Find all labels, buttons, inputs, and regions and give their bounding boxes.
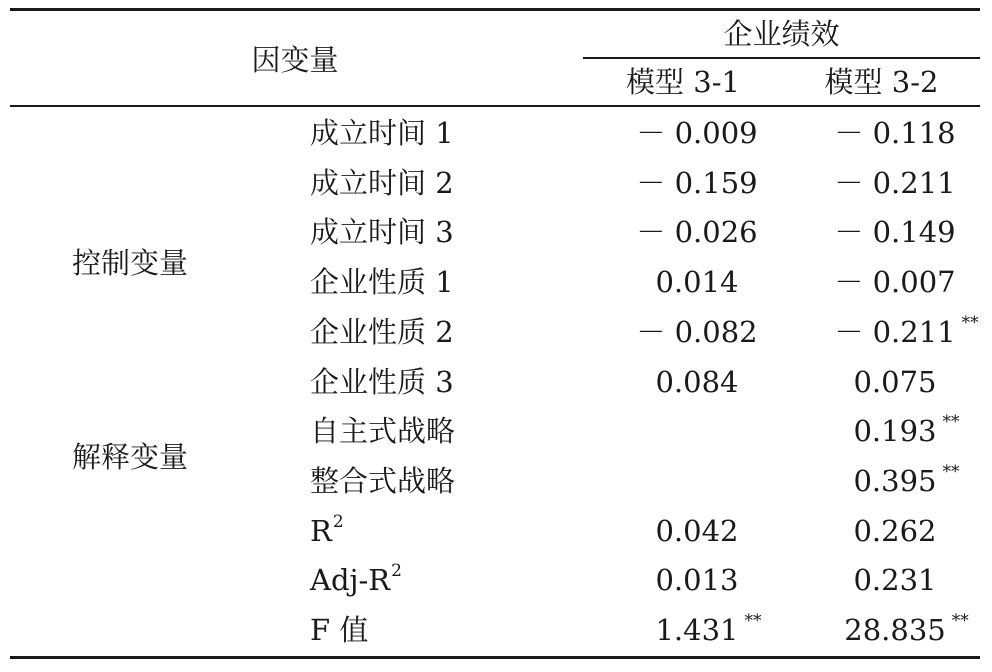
row-label: R — [310, 513, 332, 548]
model-1-value: 0.013 — [655, 563, 739, 598]
row-label: 企业性质 3 — [310, 364, 454, 399]
dependent-variable-header: 因变量 — [251, 43, 339, 77]
row-label-superscript: 2 — [332, 511, 344, 532]
model-2-value: － 0.211 — [834, 314, 956, 349]
model-1-value: － 0.159 — [636, 165, 758, 200]
row-label: 成立时间 1 — [310, 116, 454, 150]
model-2-value: － 0.211 — [834, 165, 956, 200]
model-2-value: － 0.149 — [834, 215, 956, 250]
model-1-value: 1.431 — [655, 613, 739, 647]
model-header-2: 模型 3-2 — [824, 65, 939, 99]
header-bottom-rule — [10, 105, 980, 107]
model-2-value: 0.193 — [853, 414, 937, 449]
model-1-value: － 0.026 — [636, 215, 758, 250]
significance-marker: ** — [951, 611, 969, 631]
group-header-rule — [583, 57, 980, 59]
model-header-1: 模型 3-1 — [626, 65, 740, 99]
row-label-superscript: 2 — [391, 561, 402, 582]
model-2-value: 0.231 — [853, 563, 937, 598]
model-1-value: 0.042 — [655, 513, 739, 548]
model-2-value: 0.262 — [853, 513, 937, 548]
group-label-control: 控制变量 — [71, 246, 188, 280]
model-2-value: － 0.118 — [834, 116, 956, 150]
model-1-value: 0.084 — [655, 364, 739, 399]
row-label: 成立时间 2 — [310, 165, 454, 200]
row-label: 整合式战略 — [310, 463, 456, 498]
significance-marker: ** — [961, 312, 979, 333]
model-2-value: 0.075 — [853, 364, 937, 399]
top-rule — [10, 8, 980, 11]
row-label: Adj-R — [310, 563, 391, 598]
group-label-explanatory: 解释变量 — [71, 440, 188, 474]
row-label: 自主式战略 — [310, 414, 456, 449]
bottom-rule — [10, 656, 980, 659]
model-2-value: 28.835 — [844, 613, 946, 647]
significance-marker: ** — [744, 611, 762, 631]
significance-marker: ** — [942, 461, 960, 482]
significance-marker: ** — [942, 412, 960, 433]
model-2-value: － 0.007 — [834, 265, 956, 300]
model-2-value: 0.395 — [853, 463, 937, 498]
model-1-value: － 0.082 — [636, 314, 758, 349]
row-label: 成立时间 3 — [310, 215, 454, 250]
row-label: 企业性质 2 — [310, 314, 454, 349]
row-label: 企业性质 1 — [310, 265, 454, 300]
model-1-value: 0.014 — [655, 265, 739, 300]
model-1-value: － 0.009 — [636, 116, 758, 150]
row-label: F 值 — [310, 613, 369, 647]
group-header: 企业绩效 — [723, 17, 840, 51]
